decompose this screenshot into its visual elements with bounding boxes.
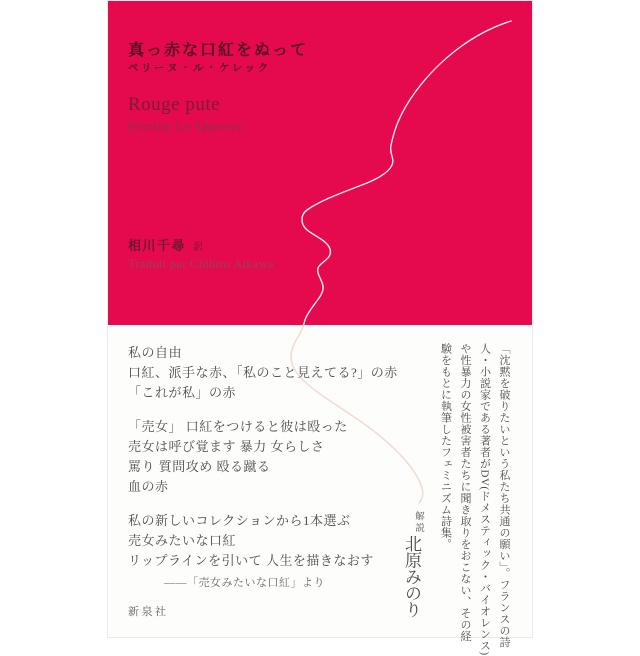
- poem-line: 売女みたいな口紅: [128, 533, 237, 548]
- poem-excerpt: [128, 343, 398, 607]
- blurb-line: 験をもとに執筆したフェミニズム詩集。: [439, 343, 452, 550]
- poem-line: 血の赤: [128, 479, 169, 494]
- blurb-line: 人・小説家である著者がDV(ドメスティック・バイオレンス): [478, 343, 491, 656]
- poem-line: 私の新しいコレクションから1本選ぶ: [128, 513, 351, 528]
- translator-credit-french: Traduit par Chihiro Aikawa: [128, 257, 274, 271]
- poem-line: 口紅、派手な赤、「私のこと見えてる?」の赤: [128, 365, 398, 380]
- poem-line: リップラインを引いて 人生を描きなおす: [128, 553, 374, 568]
- publisher-name: 新泉社: [128, 606, 169, 618]
- book-cover: [107, 0, 533, 656]
- author-name-katakana: ペリーヌ・ル・ケレック: [128, 62, 271, 74]
- book-title-japanese: 真っ赤な口紅をぬって: [128, 42, 309, 59]
- commentary-label: 解説: [413, 511, 423, 534]
- poem-stanza-3: [128, 511, 398, 593]
- author-name-french: Perrine Le Querrec: [128, 120, 245, 135]
- book-title-french: Rouge pute: [128, 94, 221, 115]
- poem-stanza-1: [128, 343, 398, 403]
- poem-source-attribution: ――「売女みたいな口紅」より: [164, 577, 325, 589]
- poem-line: 「売女」 口紅をつけると彼は殴った: [128, 419, 348, 434]
- translator-name: 相川千尋: [128, 238, 187, 253]
- translator-name-japanese: [128, 235, 203, 254]
- poem-stanza-2: [128, 417, 398, 497]
- translator-suffix-label: 訳: [193, 242, 204, 253]
- blurb-line: 「沈黙を破りたいという私たち共通の願い」。フランスの詩: [498, 343, 510, 648]
- poem-line: 売女は呼び覚ます 暴力 女らしさ: [128, 439, 325, 454]
- red-cover-panel: [108, 1, 532, 325]
- poem-line: 罵り 質問攻め 殴る蹴る: [128, 459, 271, 474]
- poem-line: 「これが私」の赤: [128, 385, 237, 400]
- blurb-line: や性暴力の女性被害者たちに聞き取りをおこない、その経: [459, 343, 471, 642]
- vertical-blurb: [435, 343, 513, 656]
- commentator-name: 北原みのり: [402, 535, 421, 618]
- poem-line: 私の自由: [128, 345, 183, 360]
